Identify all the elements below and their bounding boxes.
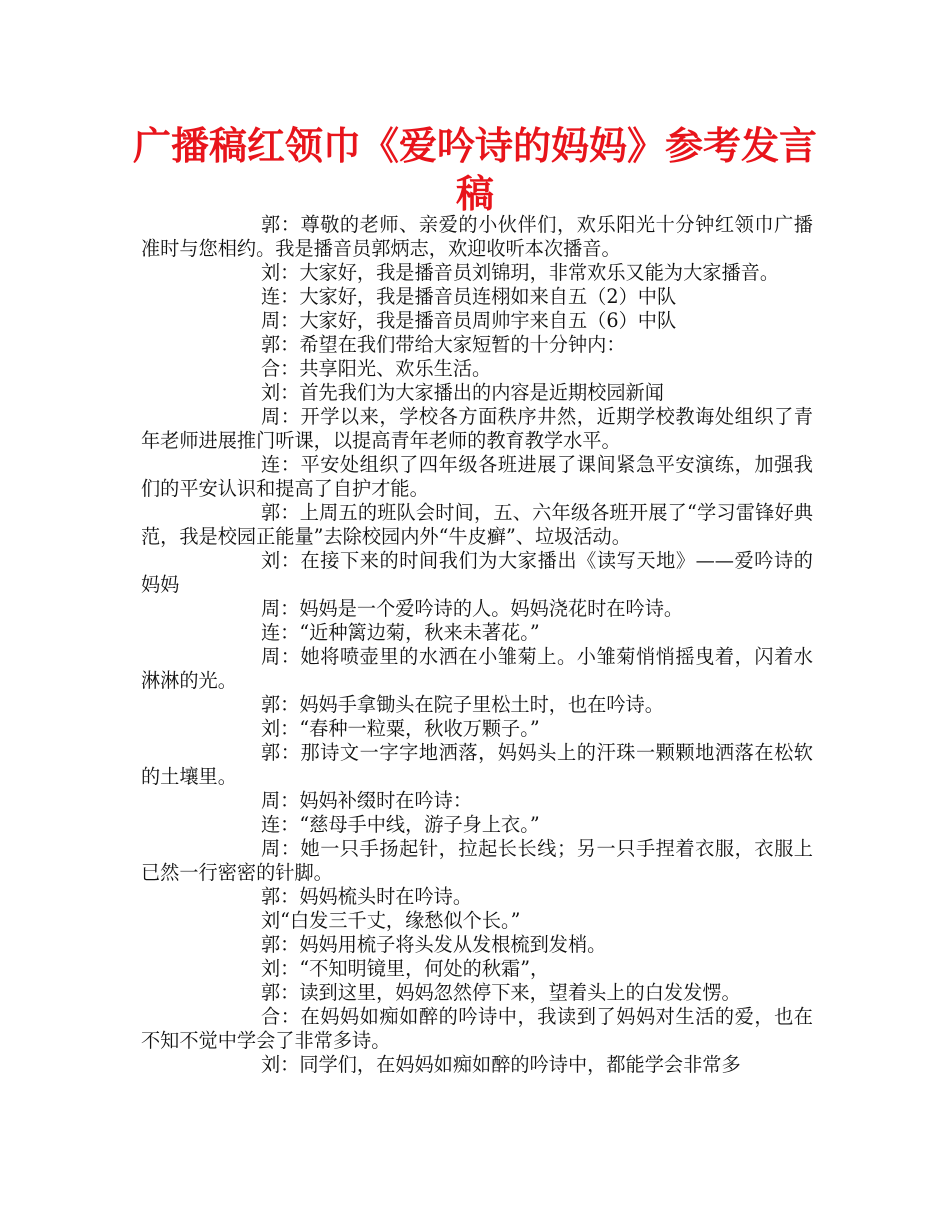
paragraph: 连：大家好，我是播音员连栩如来自五（2）中队 — [261, 285, 677, 308]
paragraph: 连：“近种篱边菊，秋来未著花。” — [261, 621, 540, 644]
document-body — [141, 213, 813, 1077]
paragraph: 周：她一只手扬起针，拉起长长线；另一只手捏着衣服，衣服上已然一行密密的针脚。 — [141, 837, 813, 884]
paragraph: 连：“慈母手中线，游子身上衣。” — [261, 813, 540, 836]
paragraph: 刘：同学们，在妈妈如痴如醉的吟诗中，都能学会非常多 — [261, 1053, 741, 1076]
paragraph: 合：共享阳光、欢乐生活。 — [261, 357, 492, 380]
paragraph: 连：平安处组织了四年级各班进展了课间紧急平安演练，加强我们的平安认识和提高了自护才能。 — [141, 453, 813, 500]
paragraph: 郭：尊敬的老师、亲爱的小伙伴们，欢乐阳光十分钟红领巾广播准时与您相约。我是播音员郭炳志，欢迎收听本次播音。 — [141, 213, 813, 260]
paragraph: 郭：上周五的班队会时间，五、六年级各班开展了“学习雷锋好典范，我是校园正能量”去除校园内外“牛皮癣”、垃圾活动。 — [141, 501, 813, 548]
paragraph: 刘：大家好，我是播音员刘锦玥，非常欢乐又能为大家播音。 — [261, 261, 780, 284]
paragraph: 刘：“不知明镜里，何处的秋霜”， — [261, 957, 550, 980]
paragraph: 郭：希望在我们带给大家短暂的十分钟内： — [261, 333, 626, 356]
paragraph: 郭：妈妈梳头时在吟诗。 — [261, 885, 473, 908]
paragraph: 郭：那诗文一字字地洒落，妈妈头上的汗珠一颗颗地洒落在松软的土壤里。 — [141, 741, 813, 788]
paragraph: 周：她将喷壶里的水洒在小雏菊上。小雏菊悄悄摇曳着，闪着水淋淋的光。 — [141, 645, 813, 692]
paragraph: 刘“白发三千丈，缘愁似个长。” — [261, 909, 521, 932]
paragraph: 周：妈妈补缀时在吟诗： — [261, 789, 473, 812]
paragraph: 合：在妈妈如痴如醉的吟诗中，我读到了妈妈对生活的爱，也在不知不觉中学会了非常多诗。 — [141, 1005, 813, 1052]
paragraph: 周：开学以来，学校各方面秩序井然，近期学校教诲处组织了青年老师进展推门听课，以提高青年老师的教育教学水平。 — [141, 405, 813, 452]
paragraph: 周：大家好，我是播音员周帅宇来自五（6）中队 — [261, 309, 677, 332]
paragraph: 刘：首先我们为大家播出的内容是近期校园新闻 — [261, 381, 664, 404]
paragraph: 刘：“春种一粒粟，秋收万颗子。” — [261, 717, 540, 740]
paragraph: 郭：读到这里，妈妈忽然停下来，望着头上的白发发愣。 — [261, 981, 741, 1004]
paragraph: 郭：妈妈手拿锄头在院子里松土时，也在吟诗。 — [261, 693, 664, 716]
paragraph: 周：妈妈是一个爱吟诗的人。妈妈浇花时在吟诗。 — [261, 597, 684, 620]
paragraph: 刘：在接下来的时间我们为大家播出《读写天地》——爱吟诗的妈妈 — [141, 549, 813, 596]
document-title: 广播稿红领巾《爱吟诗的妈妈》参考发言稿 — [132, 124, 817, 216]
paragraph: 郭：妈妈用梳子将头发从发根梳到发梢。 — [261, 933, 607, 956]
